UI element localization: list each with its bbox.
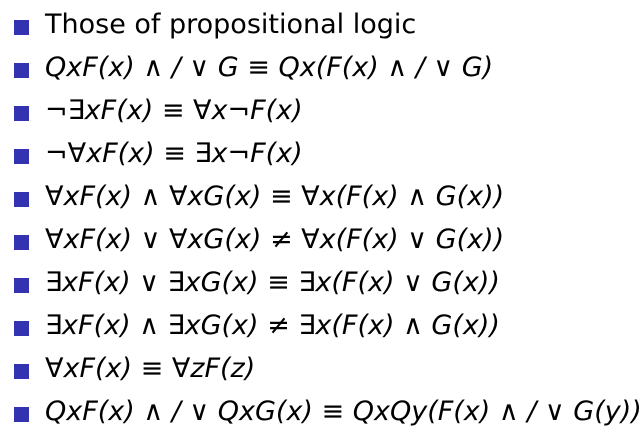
bullet-text: ∃xF(x) ∨ ∃xG(x) ≡ ∃x(F(x) ∨ G(x)) [45, 267, 500, 298]
square-bullet-icon [14, 192, 29, 207]
bullet-text: QxF(x) ∧ / ∨ QxG(x) ≡ QxQy(F(x) ∧ / ∨ G(y)) [45, 396, 642, 427]
bullet-text: Those of propositional logic [45, 9, 417, 40]
bullet-text: ∀xF(x) ∨ ∀xG(x) ≠ ∀x(F(x) ∨ G(x)) [45, 224, 505, 255]
bullet-text: QxF(x) ∧ / ∨ G ≡ Qx(F(x) ∧ / ∨ G) [45, 52, 494, 83]
bullet-text: ∀xF(x) ∧ ∀xG(x) ≡ ∀x(F(x) ∧ G(x)) [45, 181, 505, 212]
bullet-item-2 [14, 89, 638, 132]
square-bullet-icon [14, 106, 29, 121]
square-bullet-icon [14, 20, 29, 35]
square-bullet-icon [14, 407, 29, 422]
bullet-item-9 [14, 390, 642, 433]
bullet-item-6 [14, 261, 638, 304]
bullet-item-1 [14, 46, 638, 89]
bullet-text: ¬∀xF(x) ≡ ∃x¬F(x) [45, 138, 303, 169]
bullet-text: ¬∃xF(x) ≡ ∀x¬F(x) [45, 95, 303, 126]
square-bullet-icon [14, 278, 29, 293]
square-bullet-icon [14, 364, 29, 379]
bullet-item-5 [14, 218, 638, 261]
bullet-item-0 [14, 3, 638, 46]
bullet-item-3 [14, 132, 638, 175]
square-bullet-icon [14, 235, 29, 250]
bullet-text: ∃xF(x) ∧ ∃xG(x) ≠ ∃x(F(x) ∧ G(x)) [45, 310, 500, 341]
bullet-text: ∀xF(x) ≡ ∀zF(z) [45, 353, 256, 384]
bullet-item-4 [14, 175, 638, 218]
square-bullet-icon [14, 149, 29, 164]
square-bullet-icon [14, 63, 29, 78]
square-bullet-icon [14, 321, 29, 336]
bullet-item-7 [14, 304, 638, 347]
bullet-item-8 [14, 347, 638, 390]
bullet-list [14, 3, 642, 433]
